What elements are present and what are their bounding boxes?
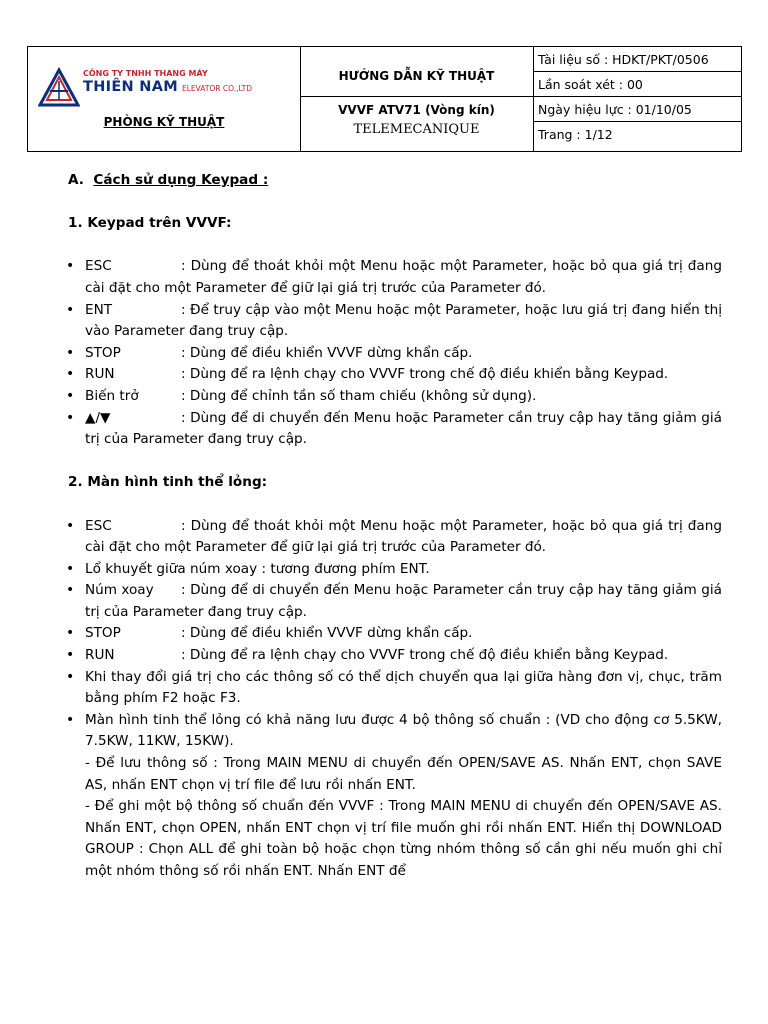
list-item bbox=[68, 710, 722, 753]
doc-number: Tài liệu số : HDKT/PKT/0506 bbox=[534, 47, 741, 72]
doc-subject-cell bbox=[300, 98, 533, 151]
item-text: : Dùng để thoát khỏi một Menu hoặc một Parameter, hoặc bỏ qua giá trị đang cài đặt cho một Parameter để giữ lại giá trị trước của Parameter đó. bbox=[85, 258, 722, 296]
list-item bbox=[68, 343, 722, 365]
revision: Lần soát xét : 00 bbox=[534, 72, 741, 97]
department-label: PHÒNG KỸ THUẬT bbox=[103, 115, 225, 129]
document-header-table bbox=[27, 46, 742, 152]
item-label: ESC bbox=[85, 258, 112, 275]
save-params-paragraph: - Để lưu thông số : Trong MAIN MENU di chuyển đến OPEN/SAVE AS. Nhấn ENT, chọn SAVE AS, nhấn ENT chọn vị trí file để lưu rồi nhấn ENT. bbox=[85, 755, 722, 793]
item-label: ESC bbox=[85, 517, 112, 534]
doc-title: HƯỚNG DẪN KỸ THUẬT bbox=[300, 47, 533, 97]
section-a-prefix: A. bbox=[68, 172, 84, 188]
page-number: Trang : 1/12 bbox=[538, 127, 613, 142]
company-line: CÔNG TY TNHH THANG MÁY bbox=[83, 69, 208, 78]
item-label: Núm xoay bbox=[85, 582, 154, 599]
item-text: : Dùng để ra lệnh chạy cho VVVF trong chế độ điều khiển bằng Keypad. bbox=[181, 366, 669, 383]
item-label: STOP bbox=[85, 344, 121, 361]
item-text: : Dùng để chỉnh tần số tham chiếu (không sử dụng). bbox=[181, 387, 537, 404]
item-label: ENT bbox=[85, 301, 113, 318]
item-text: : Dùng để di chuyển đến Menu hoặc Parameter cần truy cập hay tăng giảm giá trị của Parameter đang truy cập. bbox=[85, 409, 722, 448]
item-text: : Dùng để di chuyển đến Menu hoặc Parameter cần truy cập hay tăng giảm giá trị của Parameter đang truy cập. bbox=[85, 582, 722, 620]
list-item bbox=[68, 667, 722, 710]
brand-suffix: ELEVATOR CO.,LTD bbox=[182, 84, 253, 93]
item-label: STOP bbox=[85, 625, 121, 642]
item-text: : Dùng để điều khiển VVVF dừng khẩn cấp. bbox=[181, 625, 473, 642]
item-text: Khi thay đổi giá trị cho các thông số có thể dịch chuyển qua lại giữa hàng đơn vị, chục, trăm bằng phím F2 hoặc F3. bbox=[85, 668, 722, 707]
item-text: : Dùng để thoát khỏi một Menu hoặc một Parameter, hoặc bỏ qua giá trị đang cài đặt cho một Parameter để giữ lại giá trị trước của Parameter đó. bbox=[85, 517, 722, 556]
section-a-heading bbox=[68, 170, 722, 192]
section-1-list bbox=[68, 256, 722, 450]
list-item bbox=[68, 300, 722, 343]
item-label: RUN bbox=[85, 647, 115, 664]
list-item bbox=[68, 580, 722, 623]
item-label: ▲/▼ bbox=[85, 409, 111, 426]
list-item bbox=[68, 408, 722, 451]
triangle-logo-icon bbox=[38, 67, 80, 109]
company-logo bbox=[38, 65, 268, 113]
list-item bbox=[68, 364, 722, 386]
item-text: : Dùng để ra lệnh chạy cho VVVF trong chế độ điều khiển bằng Keypad. bbox=[181, 647, 669, 664]
section-1-heading: 1. Keypad trên VVVF: bbox=[68, 215, 232, 232]
effective-date: Ngày hiệu lực : 01/10/05 bbox=[534, 97, 741, 122]
list-item bbox=[68, 559, 722, 581]
header-meta-cell bbox=[534, 47, 741, 151]
item-text: Lổ khuyết giữa núm xoay : tương đương phím ENT. bbox=[85, 560, 430, 577]
doc-subject: VVVF ATV71 (Vòng kín) bbox=[338, 103, 495, 117]
item-text: Màn hình tinh thể lỏng có khả năng lưu được 4 bộ thông số chuẩn : (VD cho động cơ 5.5KW, 7.5KW, 11KW, 15KW). bbox=[85, 711, 722, 750]
list-item bbox=[68, 256, 722, 299]
list-item bbox=[68, 623, 722, 645]
brand-text: THIÊN NAM bbox=[83, 79, 178, 95]
section-2-list bbox=[68, 516, 722, 754]
header-title-cell bbox=[300, 47, 534, 151]
item-label: RUN bbox=[85, 366, 115, 383]
item-label: Biến trở bbox=[85, 387, 139, 404]
doc-maker: TELEMECANIQUE bbox=[353, 122, 480, 137]
list-item bbox=[68, 516, 722, 559]
document-body bbox=[68, 170, 722, 883]
load-params-paragraph: - Để ghi một bộ thông số chuẩn đến VVVF : Trong MAIN MENU di chuyển đến OPEN/SAVE AS. Nhấn ENT, chọn OPEN, nhấn ENT chọn vị trí file muốn ghi rồi nhấn ENT. Hiển thị DOWNLOAD GROUP : Chọn ALL để ghi toàn bộ hoặc chọn từng nhóm thông số cần ghi nếu muốn ghi chỉ một nhóm thông số rồi nhấn ENT. Nhấn ENT để bbox=[85, 798, 722, 879]
list-item bbox=[68, 645, 722, 667]
header-logo-cell bbox=[28, 47, 301, 151]
section-2-heading: 2. Màn hình tinh thể lỏng: bbox=[68, 474, 268, 491]
brand-name bbox=[83, 79, 252, 95]
item-text: : Để truy cập vào một Menu hoặc một Parameter, hoặc lưu giá trị đang hiển thị vào Parameter đang truy cập. bbox=[85, 301, 722, 340]
list-item bbox=[68, 386, 722, 408]
section-a-title: Cách sử dụng Keypad : bbox=[93, 172, 269, 188]
item-text: : Dùng để điều khiển VVVF dừng khẩn cấp. bbox=[181, 344, 473, 361]
